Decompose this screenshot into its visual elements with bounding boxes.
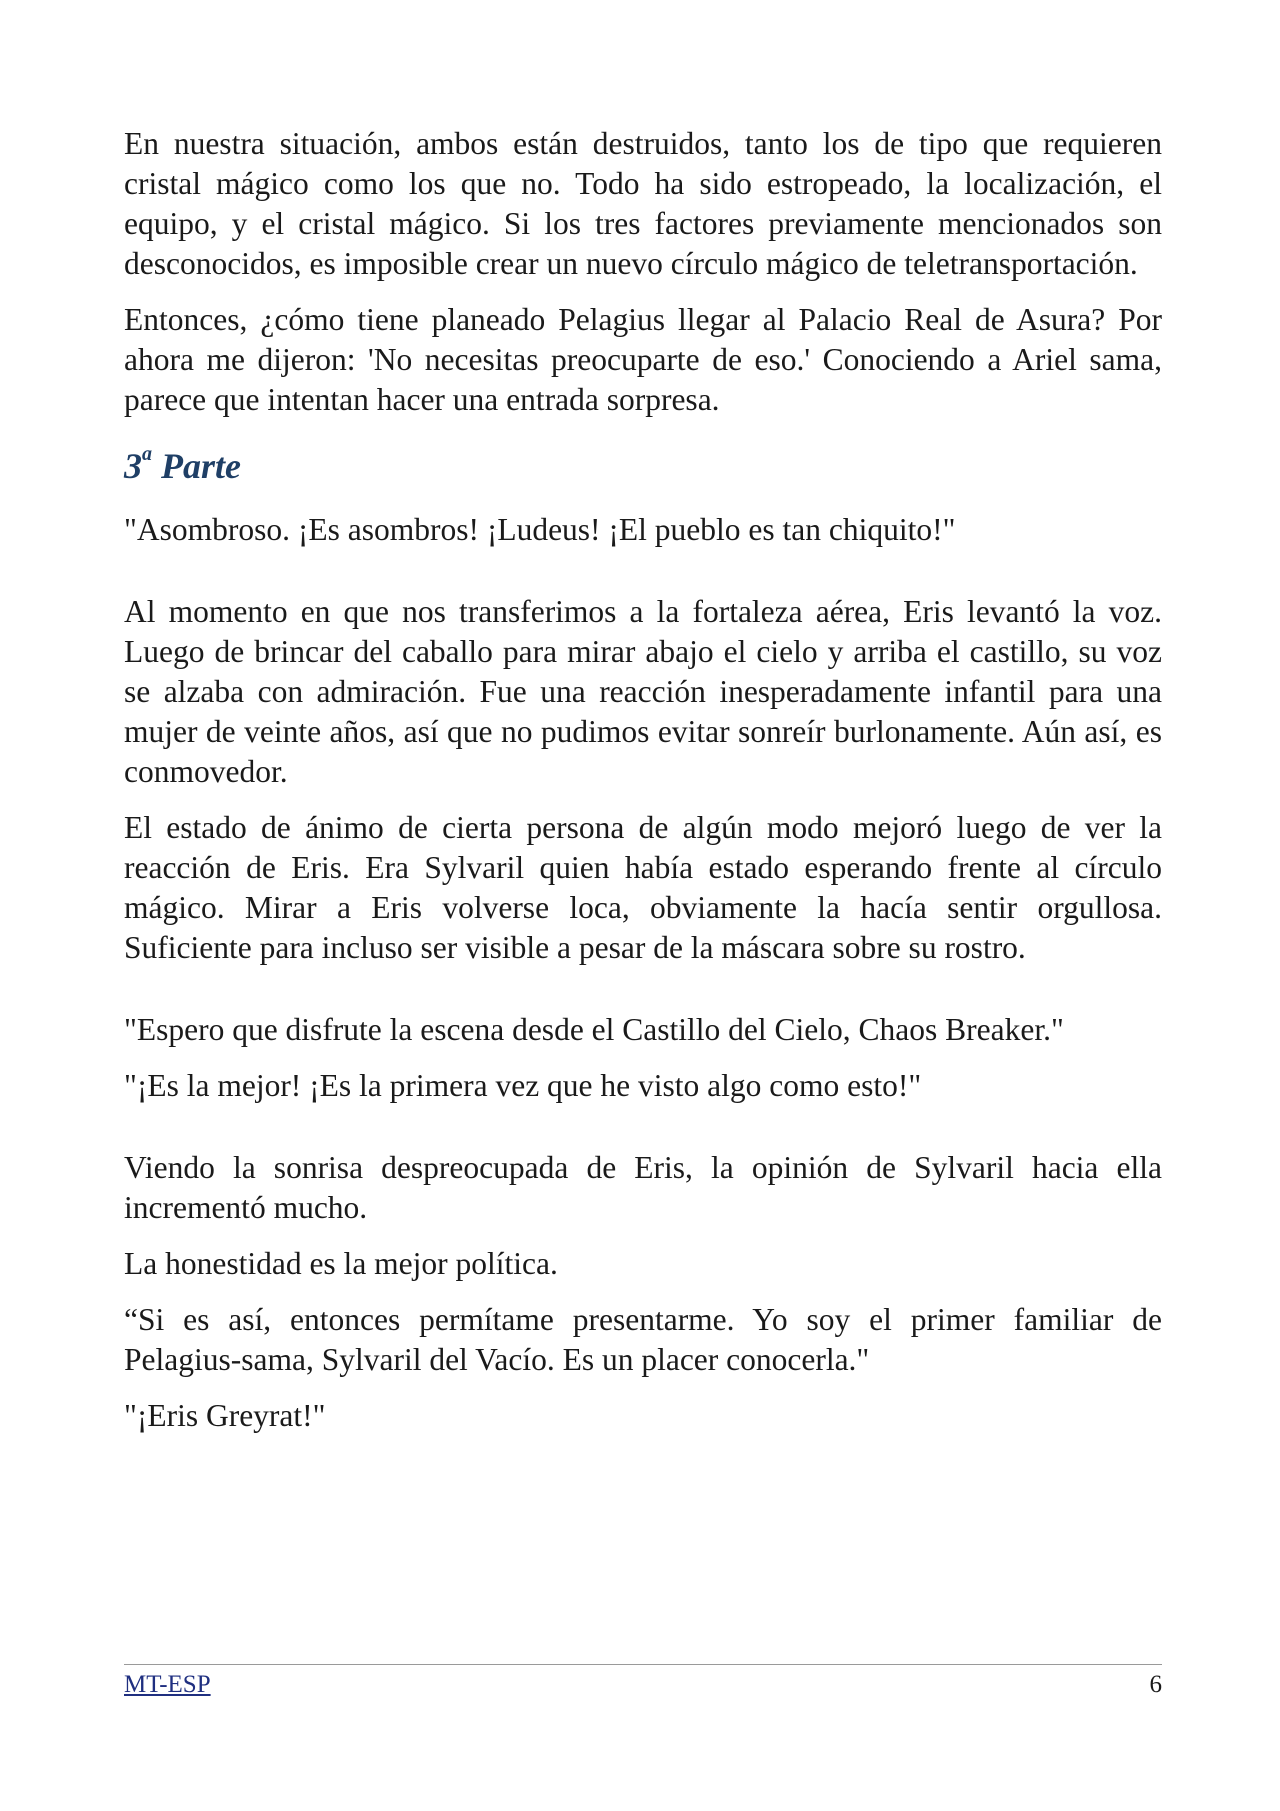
paragraph-sylvaril-opinion: Viendo la sonrisa despreocupada de Eris, la opinión de Sylvaril hacia ella incrementó mucho.	[124, 1150, 1162, 1225]
page-number: 6	[1149, 1671, 1162, 1698]
footer-link[interactable]: MT-ESP	[124, 1671, 211, 1698]
dialogue-line: “Si es así, entonces permítame presentarme. Yo soy el primer familiar de Pelagius-sama, Sylvaril del Vacío. Es un placer conocerla."	[124, 1302, 1162, 1377]
paragraph-teleport-circles: En nuestra situación, ambos están destruidos, tanto los de tipo que requieren cristal mágico como los que no. Todo ha sido estropeado, la localización, el equipo, y el cristal mágico. Si los tres factores previamente mencionados son desconocidos, es imposible crear un nuevo círculo mágico de teletransportación.	[124, 126, 1162, 281]
dialogue-line: "¡Es la mejor! ¡Es la primera vez que he visto algo como esto!"	[124, 1068, 922, 1103]
section-ordinal: a	[142, 443, 152, 465]
dialogue-line: "Asombroso. ¡Es asombros! ¡Ludeus! ¡El pueblo es tan chiquito!"	[124, 512, 956, 547]
paragraph-sylvaril-mood: El estado de ánimo de cierta persona de algún modo mejoró luego de ver la reacción de Eris. Era Sylvaril quien había estado esperando frente al círculo mágico. Mirar a Eris volverse loca, obviamente la hacía sentir orgullosa. Suficiente para incluso ser visible a pesar de la máscara sobre su rostro.	[124, 810, 1162, 965]
dialogue-line: "¡Eris Greyrat!"	[124, 1398, 326, 1433]
section-number: 3	[124, 446, 142, 486]
paragraph-honesty: La honestidad es la mejor política.	[124, 1246, 558, 1281]
dialogue-line: "Espero que disfrute la escena desde el Castillo del Cielo, Chaos Breaker."	[124, 1012, 1064, 1047]
paragraph-eris-reaction: Al momento en que nos transferimos a la fortaleza aérea, Eris levantó la voz. Luego de brincar del caballo para mirar abajo el cielo y arriba el castillo, su voz se alzaba con admiración. Fue una reacción inesperadamente infantil para una mujer de veinte años, así que no pudimos evitar sonreír burlonamente. Aún así, es conmovedor.	[124, 594, 1162, 789]
section-heading	[124, 438, 1162, 494]
paragraph-pelagius-plan: Entonces, ¿cómo tiene planeado Pelagius llegar al Palacio Real de Asura? Por ahora me dijeron: 'No necesitas preocuparte de eso.' Conociendo a Ariel sama, parece que intentan hacer una entrada sorpresa.	[124, 302, 1162, 417]
section-title: Parte	[161, 446, 241, 486]
document-page	[124, 124, 1162, 1436]
page-footer	[124, 1664, 1162, 1701]
